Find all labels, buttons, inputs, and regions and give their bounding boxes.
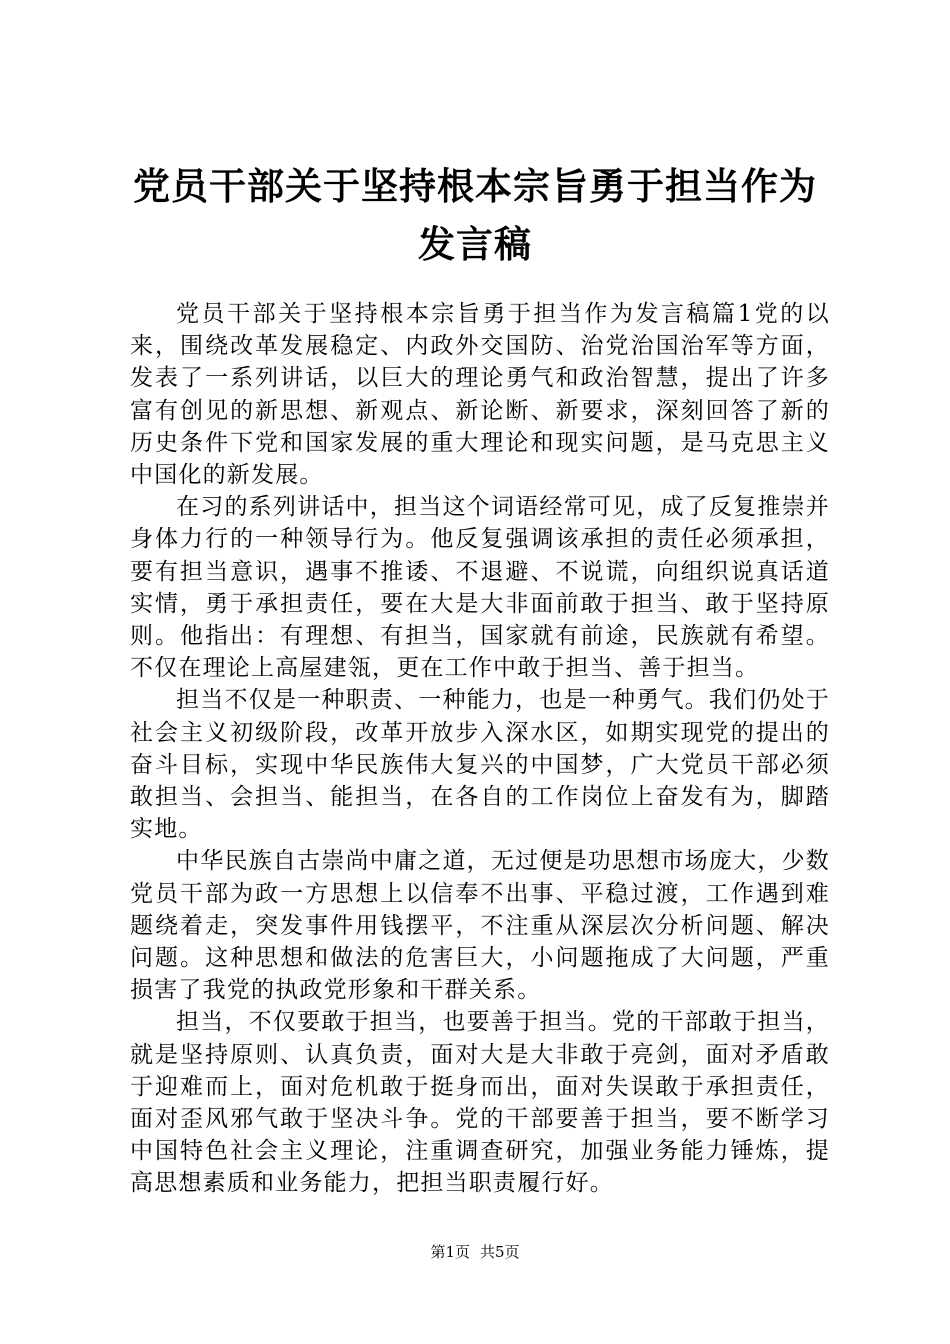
- document-title: 党员干部关于坚持根本宗旨勇于担当作为发言稿: [133, 165, 817, 266]
- paragraph-1: 党员干部关于坚持根本宗旨勇于担当作为发言稿篇1党的以来，围绕改革发展稳定、内政外交国防、治党治国治军等方面，发表了一系列讲话，以巨大的理论勇气和政治智慧，提出了许多富有创见的新思想、新观点、新论断、新要求，深刻回答了新的历史条件下党和国家发展的重大理论和现实问题，是马克思主义中国化的新发展。: [130, 301, 830, 489]
- paragraph-5: 担当，不仅要敢于担当，也要善于担当。党的干部敢于担当，就是坚持原则、认真负责，面对大是大非敢于亮剑，面对矛盾敢于迎难而上，面对危机敢于挺身而出，面对失误敢于承担责任，面对歪风邪气敢于坚决斗争。党的干部要善于担当，要不断学习中国特色社会主义理论，注重调查研究，加强业务能力锤炼，提高思想素质和业务能力，把担当职责履行好。: [130, 1009, 830, 1197]
- paragraph-4: 中华民族自古崇尚中庸之道，无过便是功思想市场庞大，少数党员干部为政一方思想上以信奉不出事、平稳过渡，工作遇到难题绕着走，突发事件用钱摆平，不注重从深层次分析问题、解决问题。这种思想和做法的危害巨大，小问题拖成了大问题，严重损害了我党的执政党形象和干群关系。: [130, 848, 830, 1004]
- page-footer: [0, 1242, 950, 1262]
- paragraph-3: 担当不仅是一种职责、一种能力，也是一种勇气。我们仍处于社会主义初级阶段，改革开放步入深水区，如期实现党的提出的奋斗目标，实现中华民族伟大复兴的中国梦，广大党员干部必须敢担当、会担当、能担当，在各自的工作岗位上奋发有为，脚踏实地。: [130, 687, 830, 843]
- page-number: 第1页: [430, 1243, 470, 1261]
- document-body: [130, 298, 830, 1200]
- page-total: 共5页: [480, 1243, 520, 1261]
- paragraph-2: 在习的系列讲话中，担当这个词语经常可见，成了反复推崇并身体力行的一种领导行为。他反复强调该承担的责任必须承担，要有担当意识，遇事不推诿、不退避、不说谎，向组织说真话道实情，勇于承担责任，要在大是大非面前敢于担当、敢于坚持原则。他指出：有理想、有担当，国家就有前途，民族就有希望。不仅在理论上高屋建瓴，更在工作中敢于担当、善于担当。: [130, 494, 830, 682]
